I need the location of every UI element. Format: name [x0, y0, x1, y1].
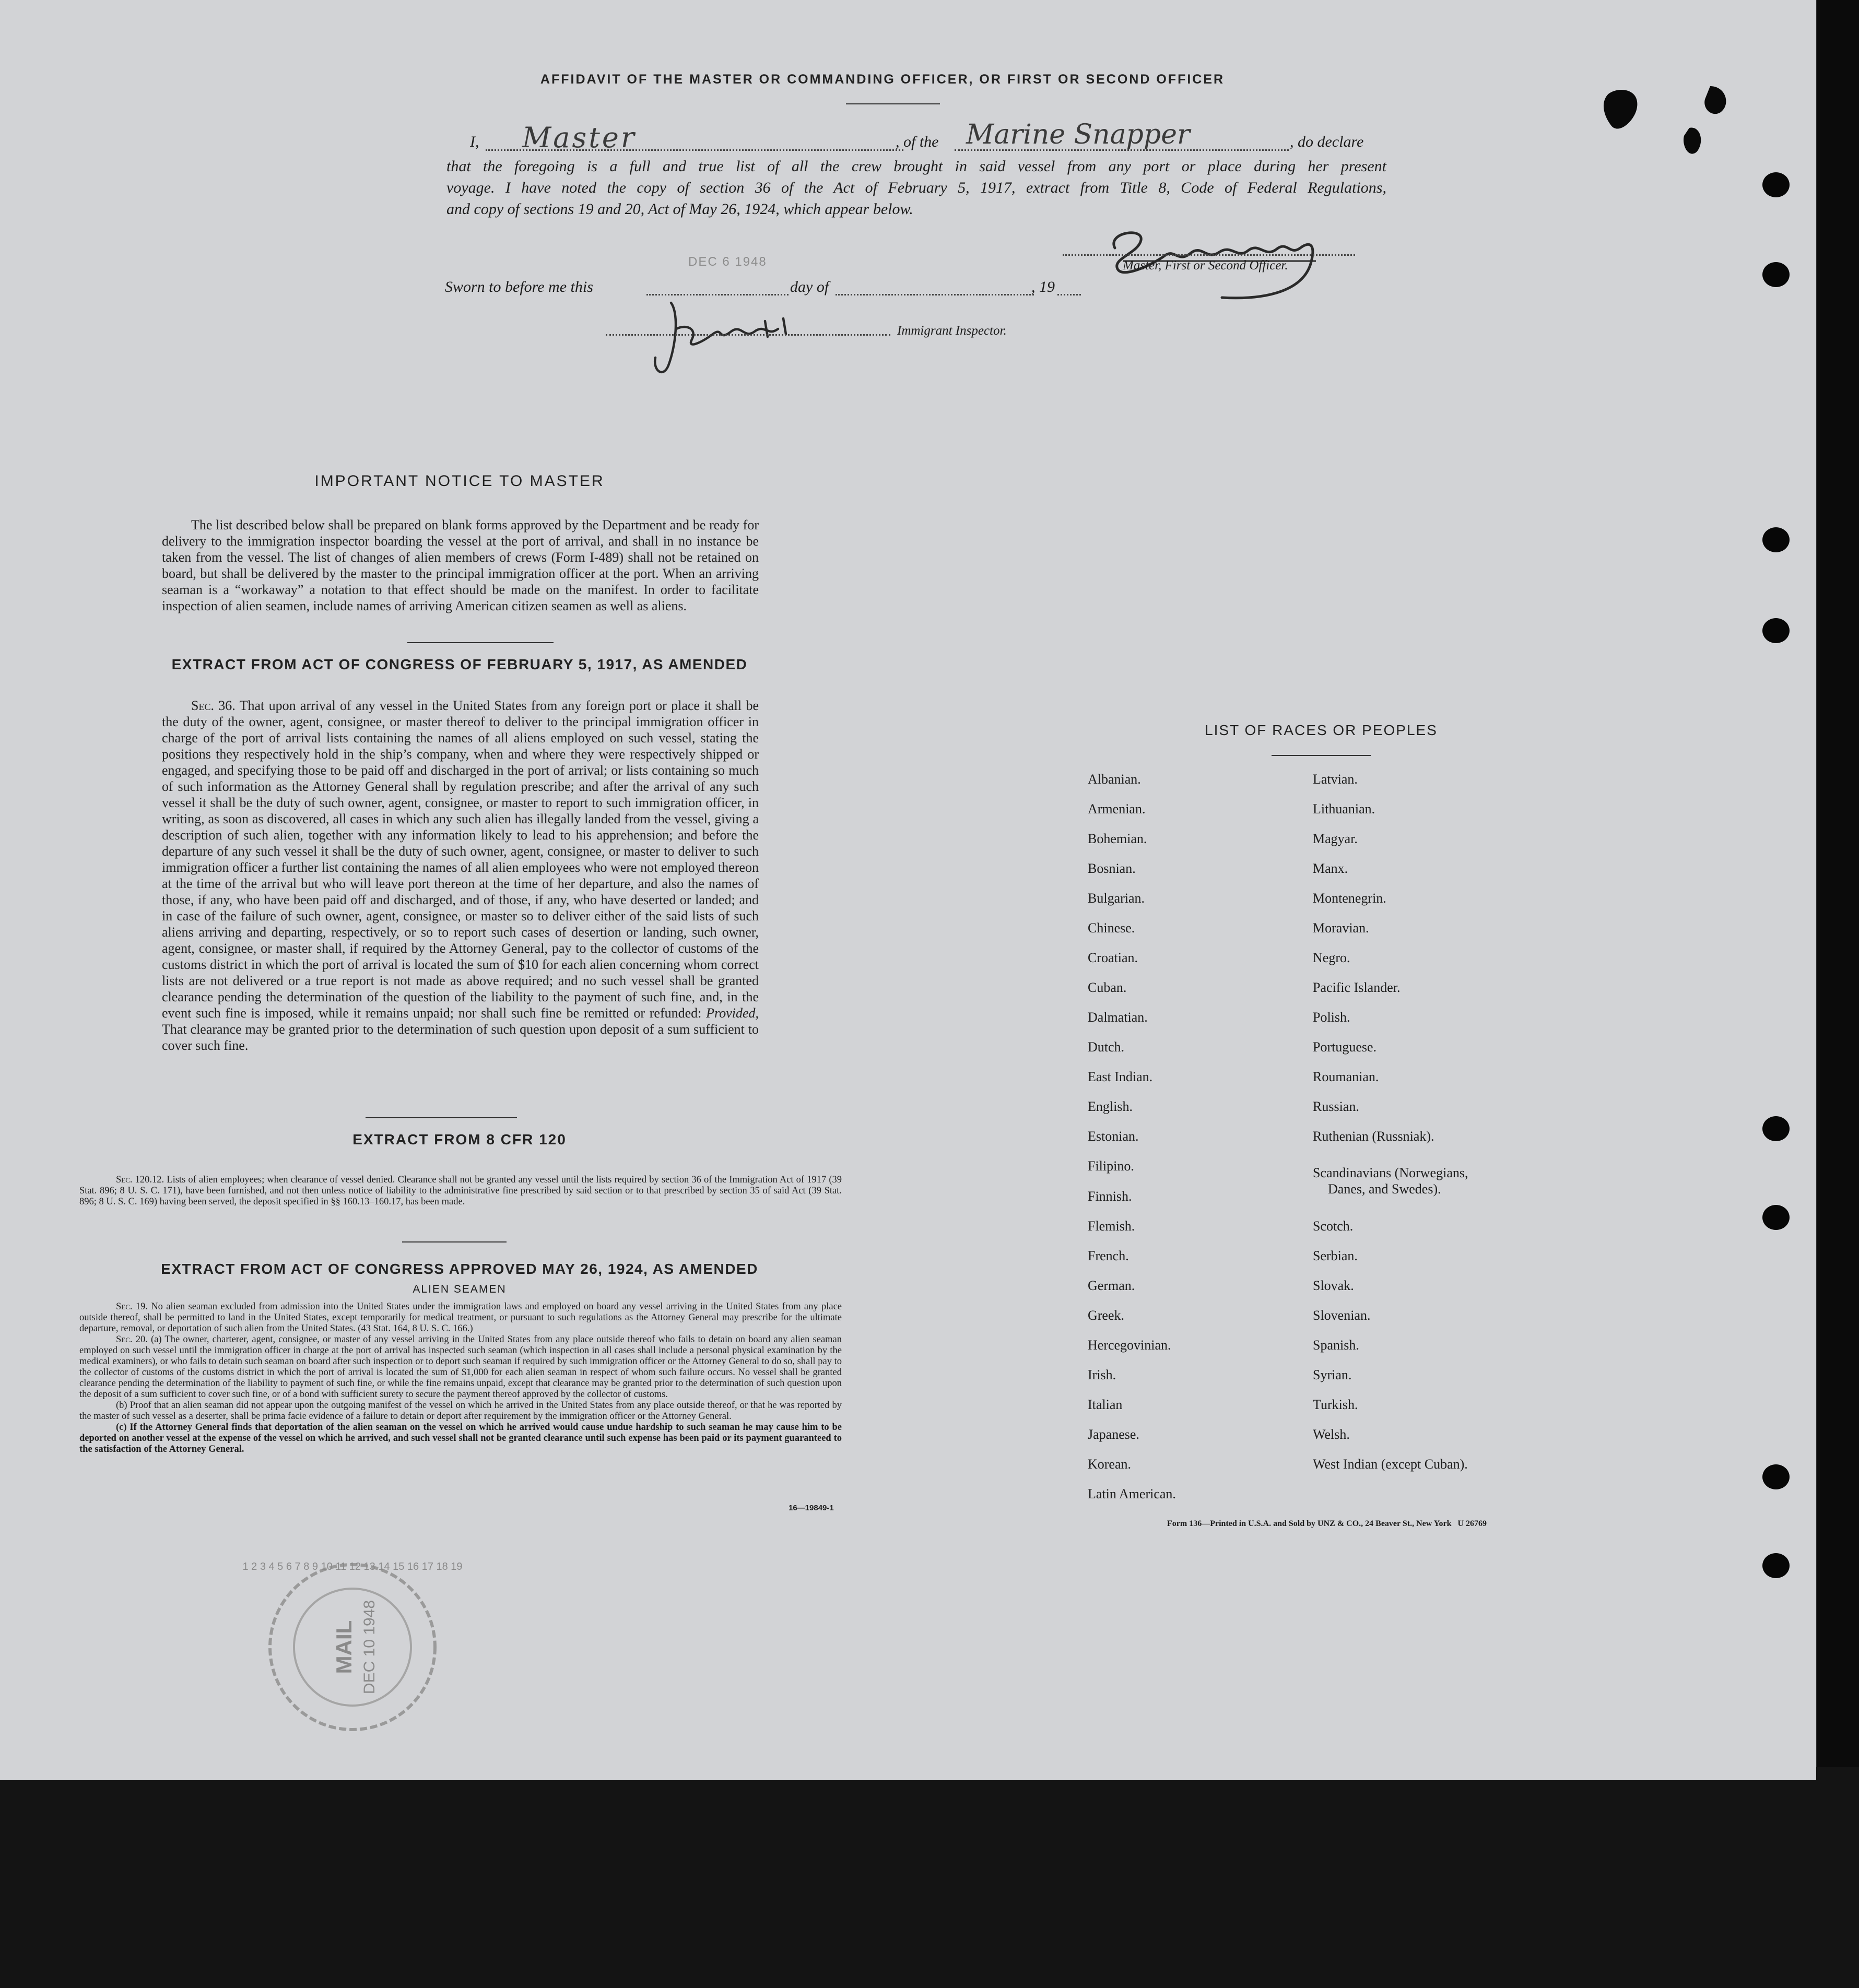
- punch-hole: [1762, 1116, 1790, 1141]
- affidavit-line-4: and copy of sections 19 and 20, Act of May 26, 1924, which appear below.: [446, 200, 913, 218]
- extract-1924-sec19-text: No alien seaman excluded from admission into the United States under the immigration laws and employed on board any vessel arriving in the United States from any place outside thereof, shall be permitted to land in the United States, except temporarily for medical treatment, or pursuant to such regulations as the Attorney General may prescribe for the ultimate departure, removal, or deportation of such alien from the United States. (43 Stat. 164, 8 U. S. C. 166.): [79, 1301, 842, 1334]
- master-signature-line: [1063, 254, 1355, 256]
- race-item: Irish.: [1088, 1367, 1116, 1382]
- affidavit-title: AFFIDAVIT OF THE MASTER OR COMMANDING OFFICER, OR FIRST OR SECOND OFFICER: [540, 72, 1225, 87]
- notice-text-content: The list described below shall be prepared on blank forms approved by the Department and be ready for delivery to the immigration inspector boarding the vessel at the port of arrival, and shall in no instance be taken from the vessel. The list of changes of alien members of crews (Form I-489) shall not be retained on board, but shall be delivered by the master to the principal immigration officer at the port. When an arriving seaman is a “workaway” a notation to that effect should be made on the manifest. In order to facilitate inspection of alien seamen, include names of arriving American citizen seamen as well as aliens.: [162, 517, 759, 613]
- extract-1917-heading: EXTRACT FROM ACT OF CONGRESS OF FEBRUARY 5, 1917, AS AMENDED: [171, 656, 748, 672]
- race-item: Welsh.: [1313, 1427, 1350, 1442]
- extract-1924-sec19-label: Sec. 19.: [116, 1301, 148, 1312]
- extract-1917-text-a: That upon arrival of any vessel in the United States from any foreign port or place it shall be the duty of the owner, agent, consignee, or master thereof to deliver to the principal immigration officer in charge of the port of arrival lists containing the names of all aliens employed on such vessel, stating the positions they respectively hold in the ship’s company, when and where they were respectively shipped or engaged, and specifying those to be paid off and discharged in the port of arrival; or lists containing so much of such information as the Attorney General shall by regulation prescribe; and after the arrival of any such vessel it shall be the duty of such owner, agent, consignee, or master to report to such immigration officer, in writing, as soon as discovered, all cases in which any such alien has illegally landed from the vessel, giving a description of such alien, together with any information likely to lead to his apprehension; and before the departure of any such vessel it shall be the duty of such owner, agent, consignee, or master to deliver to such immigration officer a further list containing the names of all alien employees who were not employed thereon at the time of the arrival but who will leave port thereon at the time of her departure, and also the names of those, if any, who have been paid off and discharged, and of those, if any, who have deserted or landed; and in case of the failure of such owner, agent, consignee, or master so to deliver either of the said lists of such aliens arriving and departing, respectively, or so to report such cases of desertion or landing, such owner, agent, consignee, or master shall, if required by the Attorney General, pay to the collector of customs of the customs district in which the port of arrival is located the sum of $10 for each alien concerning whom correct lists are not delivered or a true report is not made as above required; and no such vessel shall be granted clearance pending the determination of the question of the liability to the payment of such fine, and, in the event such fine is imposed, while it remains unpaid; nor shall such fine be remitted or refunded:: [162, 698, 759, 1021]
- postmark-stamp: [242, 1558, 463, 1736]
- race-item: Dalmatian.: [1088, 1010, 1148, 1025]
- punch-hole: [1762, 618, 1790, 643]
- punch-hole: [1762, 1205, 1790, 1230]
- race-item: Moravian.: [1313, 920, 1369, 936]
- race-item: Manx.: [1313, 861, 1348, 876]
- inspector-signature: [640, 292, 807, 386]
- race-item: Slovenian.: [1313, 1308, 1371, 1323]
- race-item: Estonian.: [1088, 1129, 1139, 1144]
- extract-1924-sec20a: [79, 1334, 842, 1400]
- race-item: Finnish.: [1088, 1189, 1132, 1204]
- extract-1924-sec19: [79, 1301, 842, 1334]
- extract-cfr-text: [79, 1175, 842, 1208]
- race-item: Montenegrin.: [1313, 891, 1386, 906]
- extract-1917-text: [162, 697, 759, 1054]
- ink-blot-top-right: [1598, 84, 1734, 167]
- postmark-mail: MAIL: [332, 1620, 356, 1674]
- race-item: Bohemian.: [1088, 831, 1147, 846]
- affidavit-do-declare: , do declare: [1290, 133, 1364, 150]
- race-item: Chinese.: [1088, 920, 1135, 936]
- race-item: Korean.: [1088, 1457, 1132, 1472]
- punch-hole: [1762, 172, 1790, 197]
- affidavit-i-label: I,: [470, 133, 479, 150]
- race-item: Scandinavians (Norwegians,: [1313, 1165, 1468, 1180]
- punch-hole: [1762, 1553, 1790, 1578]
- notice-heading: IMPORTANT NOTICE TO MASTER: [314, 472, 605, 490]
- race-item: Polish.: [1313, 1010, 1350, 1025]
- race-item: West Indian (except Cuban).: [1313, 1457, 1468, 1472]
- affidavit-line-3: voyage. I have noted the copy of section 36 of the Act of February 5, 1917, extract from Title 8, Code of Federal Regulations,: [446, 179, 1386, 196]
- extract-1924-heading: EXTRACT FROM ACT OF CONGRESS APPROVED MAY 26, 1924, AS AMENDED: [161, 1261, 758, 1277]
- extract-1924-sec20c: (c) If the Attorney General finds that deportation of the alien seaman on the vessel on which he arrived would cause undue hardship to such seaman he may cause him to be deported on another vessel at the expense of the vessel on which he arrived, and such vessel shall not be granted clearance until such expense has been paid or its payment guaranteed to the satisfaction of the Attorney General.: [79, 1422, 842, 1454]
- race-item: Danes, and Swedes).: [1328, 1181, 1441, 1197]
- sworn-year-line: [1057, 294, 1081, 295]
- race-item: Lithuanian.: [1313, 801, 1375, 816]
- race-item: Flemish.: [1088, 1218, 1135, 1234]
- notice-rule: [407, 642, 554, 643]
- extract-cfr-rule: [402, 1241, 507, 1242]
- sworn-label: Sworn to before me this: [445, 278, 593, 295]
- extract-1924-sec20a-text: (a) The owner, charterer, agent, consignee, or master of any vessel arriving in the United States from any place outside thereof who fails to detain on board any alien seaman employed on such vessel until the immigration officer in charge at the port of arrival has inspected such seaman (which inspection in all cases shall include a personal physical examination by the medical examiners), or who fails to detain such seaman on board after such inspection or to deport such seaman if required by such immigration officer or the Attorney General to do so, shall pay to the collector of customs of the customs district in which the port of arrival is located the sum of $1,000 for each alien seaman in respect of whom such failure occurs. No vessel shall be granted clearance pending the determination of the liability to payment of such fine, or while the fine remains unpaid, except that clearance may be granted prior to the determination of such question upon the deposit of a sum sufficient to cover such fine, or of a bond with sufficient surety to secure the payment thereof approved by the collector of customs.: [79, 1334, 842, 1400]
- race-item: Pacific Islander.: [1313, 980, 1401, 995]
- form-footer: Form 136—Printed in U.S.A. and Sold by UNZ & CO., 24 Beaver St., New York U 26769: [1167, 1519, 1487, 1528]
- races-rule: [1272, 755, 1371, 756]
- postmark-ring-digits: 1 2 3 4 5 6 7 8 9 10 11 12 13 14 15 16 17 18 19: [242, 1561, 463, 1572]
- race-item: Hercegovinian.: [1088, 1338, 1171, 1353]
- extract-1917-sec-label: Sec. 36.: [191, 698, 236, 713]
- race-item: Russian.: [1313, 1099, 1359, 1114]
- race-item: Cuban.: [1088, 980, 1127, 995]
- extract-1917-provided: Provided,: [706, 1005, 759, 1021]
- extract-1924-print-code: 16—19849-1: [789, 1504, 834, 1512]
- day-of-label: day of: [790, 278, 829, 295]
- punch-hole: [1762, 1464, 1790, 1489]
- filled-name-handwriting: Master: [522, 121, 637, 154]
- race-item: Slovak.: [1313, 1278, 1354, 1293]
- race-item: Filipino.: [1088, 1158, 1134, 1174]
- race-item: Albanian.: [1088, 772, 1141, 787]
- race-item: Latvian.: [1313, 772, 1358, 787]
- extract-cfr-heading: EXTRACT FROM 8 CFR 120: [352, 1131, 567, 1147]
- race-item: Turkish.: [1313, 1397, 1358, 1412]
- race-item: English.: [1088, 1099, 1133, 1114]
- punch-hole: [1762, 527, 1790, 552]
- postmark-date: DEC 10 1948: [361, 1600, 378, 1695]
- extract-1924-sec20b: (b) Proof that an alien seaman did not appear upon the outgoing manifest of the vessel on which he arrived in the United States from any place outside thereof, or that he was reported by the master of such vessel as a deserter, shall be prima facie evidence of a failure to detain or deport after requirement by the immigration officer or the Attorney General.: [79, 1400, 842, 1422]
- race-item: Bulgarian.: [1088, 891, 1145, 906]
- race-item: Serbian.: [1313, 1248, 1358, 1263]
- extract-1924-sec20-label: Sec. 20.: [116, 1334, 148, 1345]
- race-item: Bosnian.: [1088, 861, 1136, 876]
- race-item: Croatian.: [1088, 950, 1138, 965]
- race-item: German.: [1088, 1278, 1135, 1293]
- race-item: Magyar.: [1313, 831, 1358, 846]
- year-label: , 19: [1031, 278, 1055, 295]
- race-item: East Indian.: [1088, 1069, 1153, 1084]
- scan-edge-bottom: [0, 1767, 1859, 1988]
- race-item: Ruthenian (Russniak).: [1313, 1129, 1434, 1144]
- race-item: Armenian.: [1088, 801, 1146, 816]
- sworn-month-line: [836, 294, 1034, 295]
- affidavit-line-2: that the foregoing is a full and true list of all the crew brought in said vessel from any port or place during her present: [446, 158, 1386, 175]
- race-item: Portuguese.: [1313, 1039, 1377, 1055]
- filled-vessel-handwriting: Marine Snapper: [966, 119, 1190, 150]
- master-signature-caption: Master, First or Second Officer.: [1123, 258, 1288, 273]
- race-item: French.: [1088, 1248, 1129, 1263]
- extract-1924-subheading: ALIEN SEAMEN: [413, 1283, 507, 1295]
- race-item: Japanese.: [1088, 1427, 1139, 1442]
- extract-1917-text-b: That clearance may be granted prior to the determination of such question upon deposit of a sum sufficient to cover such fine.: [162, 1022, 759, 1053]
- race-item: Italian: [1088, 1397, 1123, 1412]
- race-item: Scotch.: [1313, 1218, 1354, 1234]
- extract-cfr-text-content: Lists of alien employees; when clearance of vessel denied. Clearance shall not be granted any vessel until the lists required by section 36 of the Immigration Act of 1917 (39 Stat. 896; 8 U. S. C. 171), have been furnished, and not then unless notice of liability to the administrative fine prescribed by said section or to that prescribed by section 35 of said Act (39 Stat. 896; 8 U. S. C. 169) having been served, the deposit specified in §§ 160.13–160.17, has been made.: [79, 1175, 842, 1207]
- affidavit-title-rule: [846, 103, 940, 104]
- extract-1917-rule: [366, 1117, 517, 1118]
- race-item: Syrian.: [1313, 1367, 1352, 1382]
- race-item: Dutch.: [1088, 1039, 1125, 1055]
- races-heading: LIST OF RACES OR PEOPLES: [1205, 722, 1438, 738]
- race-item: Roumanian.: [1313, 1069, 1379, 1084]
- race-item: Latin American.: [1088, 1486, 1176, 1501]
- affidavit-of-the-label: , of the: [896, 133, 939, 150]
- inspector-signature-line: [606, 334, 890, 336]
- sworn-date-stamp: DEC 6 1948: [688, 255, 767, 269]
- race-item: Greek.: [1088, 1308, 1125, 1323]
- extract-cfr-sec-label: Sec. 120.12.: [116, 1175, 164, 1185]
- inspector-caption: Immigrant Inspector.: [897, 324, 1007, 338]
- punch-hole: [1762, 262, 1790, 287]
- race-item: Spanish.: [1313, 1338, 1359, 1353]
- notice-text: [162, 517, 759, 614]
- race-item: Negro.: [1313, 950, 1350, 965]
- extract-1924-text: [79, 1301, 842, 1455]
- scan-edge-right: [1817, 0, 1859, 1988]
